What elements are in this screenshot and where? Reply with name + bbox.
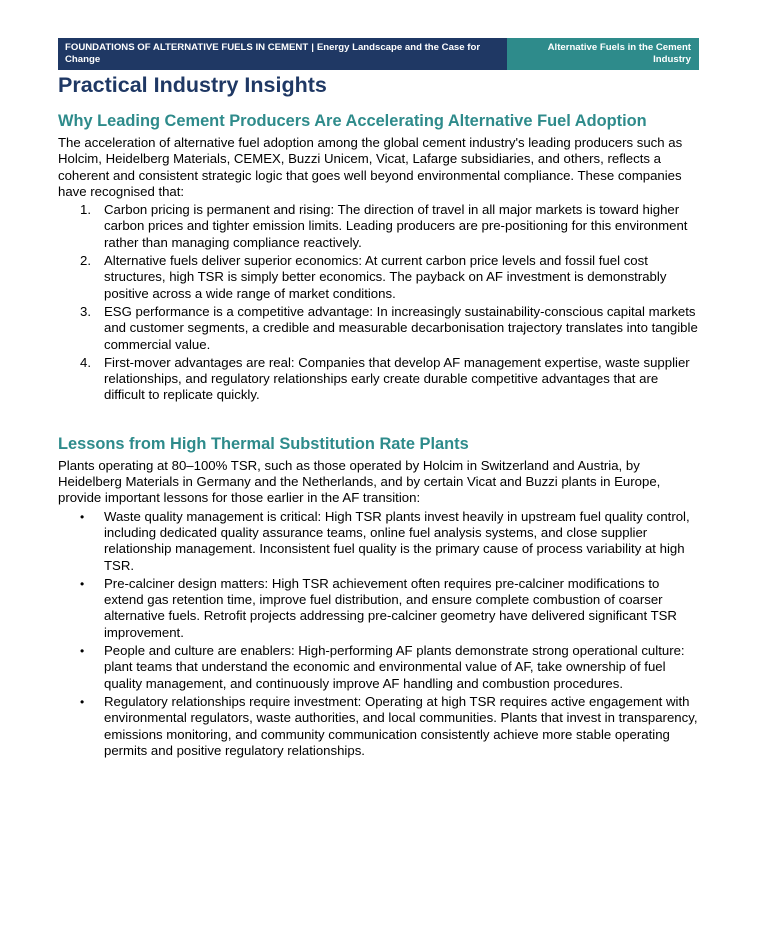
section1-intro-paragraph: The acceleration of alternative fuel adoption among the global cement industry's leading producers such as Holcim, Heidelberg Materials, CEMEX, Buzzi Unicem, Vicat, Lafarge subsidiaries, and others, reflects a coherent and consistent strategic logic that goes well beyond environmental compliance. These companies have recognised that: — [58, 135, 683, 199]
list-number: 1. — [80, 202, 91, 218]
document-page — [58, 38, 699, 759]
running-header — [58, 38, 699, 70]
bullet-icon: • — [80, 509, 85, 524]
header-document-title — [58, 38, 507, 70]
list-item — [58, 202, 699, 251]
list-item — [58, 694, 699, 759]
list-item-text: Pre-calciner design matters: High TSR achievement often requires pre-calciner modifications to extend gas retention time, improve fuel distribution, and ensure complete combustion of coarser alternative fuels. Retrofit projects addressing pre-calciner geometry have delivered significant TSR improvement. — [104, 575, 677, 640]
section-heading-why-accelerating: Why Leading Cement Producers Are Accelerating Alternative Fuel Adoption — [58, 112, 647, 130]
bullet-icon: • — [80, 644, 85, 659]
list-number: 2. — [80, 253, 91, 269]
numbered-list-strategic-logic — [58, 202, 699, 404]
section2-intro-paragraph: Plants operating at 80–100% TSR, such as those operated by Holcim in Switzerland and Austria, by Heidelberg Materials in Germany and the Netherlands, and by certain Vicat and Buzzi plants in Europe, provide important lessons for those earlier in the AF transition: — [58, 457, 661, 506]
header-title-part2: Energy Landscape and the Case for Change — [65, 42, 481, 65]
section-heading-lessons-high-tsr: Lessons from High Thermal Substitution Rate Plants — [58, 434, 469, 453]
header-title-part1: FOUNDATIONS OF ALTERNATIVE FUELS IN CEMENT — [65, 42, 309, 53]
header-separator: | — [311, 42, 314, 53]
list-item-text: People and culture are enablers: High-performing AF plants demonstrate strong operational culture: plant teams that understand the economic and environmental value of AF, take ownership of fuel quality management, and continuously improve AF handling and combustion procedures. — [104, 643, 685, 691]
list-item-text: Alternative fuels deliver superior economics: At current carbon price levels and fossil fuel cost structures, high TSR is simply better economics. The payback on AF investment is demonstrably positive across a wide range of market conditions. — [104, 253, 667, 301]
list-item-text: ESG performance is a competitive advantage: In increasingly sustainability-conscious capital markets and customer segments, a credible and measurable decarbonisation trajectory translates into tangible commercial value. — [104, 303, 698, 352]
list-number: 4. — [80, 354, 91, 370]
list-item — [58, 643, 699, 692]
list-item — [58, 253, 699, 302]
list-item — [58, 576, 699, 641]
list-item-text: Regulatory relationships require investment: Operating at high TSR requires active engagement with environmental regulators, waste authorities, and local communities. Plants that invest in transparency, emissions monitoring, and community communication consistently achieve more stable operating permits and positive regulatory relationships. — [104, 693, 698, 758]
list-item — [58, 355, 699, 404]
list-item — [58, 509, 699, 574]
bullet-icon: • — [80, 576, 85, 591]
list-item-text: First-mover advantages are real: Companies that develop AF management expertise, waste supplier relationships, and regulatory relationships early create durable competitive advantages that are difficult to replicate quickly. — [104, 354, 690, 403]
list-number: 3. — [80, 303, 91, 319]
header-section-label: Alternative Fuels in the Cement Industry — [507, 38, 699, 70]
list-item — [58, 304, 699, 353]
list-item-text: Carbon pricing is permanent and rising: The direction of travel in all major markets is toward higher carbon prices and tighter emission limits. Leading producers are pre-positioning for this environment rather than managing compliance reactively. — [104, 202, 688, 250]
bullet-icon: • — [80, 694, 85, 709]
list-item-text: Waste quality management is critical: High TSR plants invest heavily in upstream fuel quality control, including dedicated quality assurance teams, online fuel analysis systems, and close supplier relationship management. Inconsistent fuel quality is the primary cause of process variability at high TSR. — [104, 508, 690, 573]
bullet-list-lessons — [58, 509, 699, 759]
page-title: Practical Industry Insights — [58, 73, 327, 97]
